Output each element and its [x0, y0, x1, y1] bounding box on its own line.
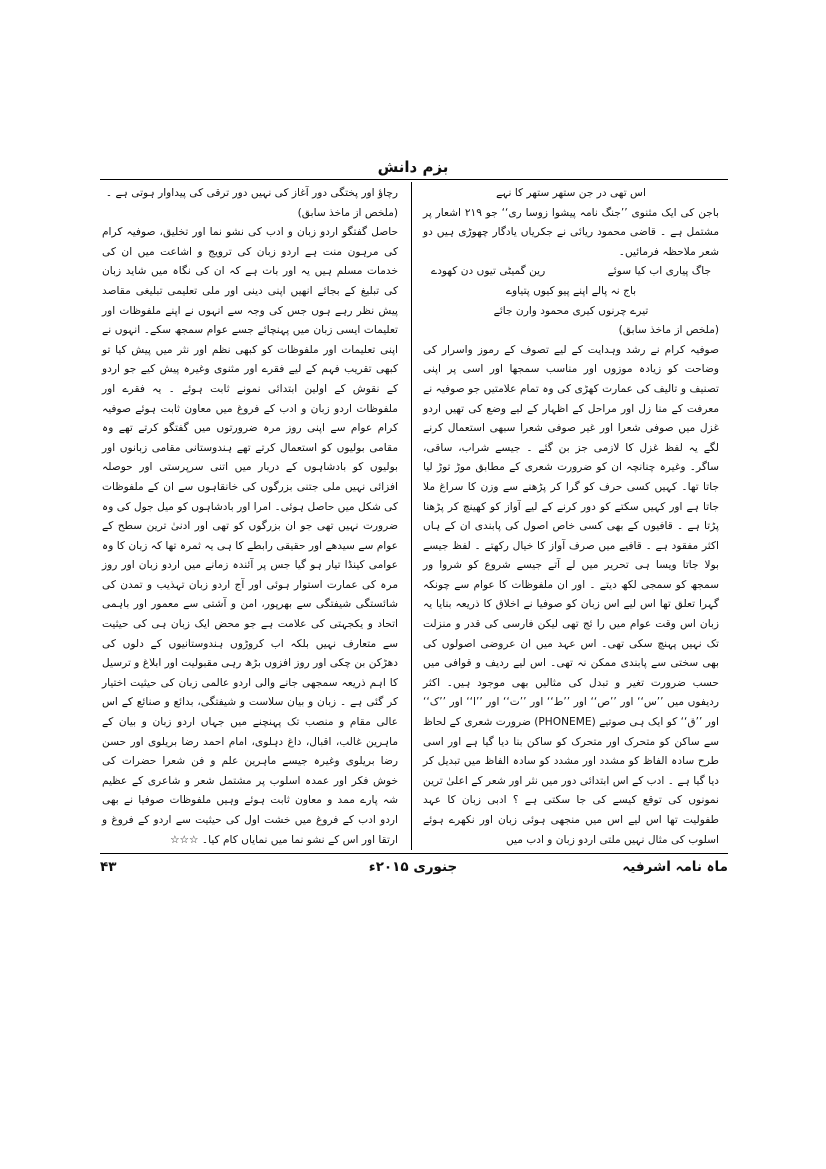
issue-date: جنوری ۲۰۱۵ء: [368, 859, 458, 875]
verse-line: تیرے چرنوں کیری محمود وارن جائے: [493, 304, 649, 317]
paragraph: باجن کی ایک مثنوی ’’جنگ نامہ پیشوا زوسا ری‘‘ جو ۲۱۹ اشعار پر مشتمل ہے ۔ قاضی محمود ریائی نے جکریاں یادگار چھوڑی ہیں دو شعر ملاحظہ فرمائیں۔: [423, 206, 719, 258]
page-number: ۴۳: [100, 859, 117, 875]
footer-rule: [100, 853, 728, 854]
section-title: بزم دانش: [377, 158, 449, 176]
magazine-name: ماہ نامہ اشرفیہ: [622, 859, 728, 875]
couplet-second-half: رین گمیٹی تیوں دن کھودے: [431, 265, 546, 278]
right-column: [423, 184, 719, 850]
paragraph: صوفیہ کرام نے رشد وہدایت کے لیے تصوف کے رموز واسرار کی وضاحت کو زیادہ موزوں اور مناسب سمجھا اور اسی پر اپنی تصنیف و تالیف کی عمارت کھڑی کی وہ تمام علامتیں جو صوفیہ نے معرفت کے منا زل اور مراحل کے اظہار کے لیے وضع کی تھیں اردو غزل میں صوفی شعرا اور غیر صوفی شعرا سبھی استعمال کرنے لگے یہ لفظ غزل کا لازمی جز بن گئے ۔ جیسے شراب، ساقی، ساگر۔ وغیرہ چنانچہ ان کو ضرورت شعری کے مطابق موڑ توڑ لیا جاتا تھا۔ کہیں کسی حرف کو گرا کر پڑھنے سے وزن کا سراغ ملا جاتا ہے اور کہیں سکتے کو دور کرنے کے لیے آواز کو کھینچ کر پڑھنا پڑتا ہے ۔ قافیوں کے بھی کسی خاص اصول کی پابندی ان کے ہاں اکثر مفقود ہے ۔ قافیے میں صرف آواز کا خیال رکھتے ۔ لفظ جیسے بولا جاتا ویسا ہی تحریر میں لے آتے جیسے شروع کو شروا ور سمجھ کو سمجی لکھ دیتے ۔ اور ان ملفوظات کا عوام سے چونکہ گہرا تعلق تھا اس لیے اس زبان کو صوفیا نے اخلاق کا ذریعہ بنایا یہ زبان اس وقت عوام میں را ئج تھی لیکن فارسی کی قدر و منزلت تک نہیں پہنچ سکی تھی۔ اس عہد میں ان عروضی اصولوں کی بھی سختی سے پابندی ممکن نہ تھی۔ اس لیے ردیف و قوافی میں حسب ضرورت تغیر و تبدل کی مثالیں بھی موجود ہیں۔ اکثر ردیفوں میں ’’س‘‘ اور ’’ص‘‘ اور ’’ط‘‘ اور ’’ت‘‘ اور ’’ا‘‘ اور ’’ک‘‘ اور ’’ق‘‘ کو ایک ہی صوتیے (PHONEME) ضرورت شعری کے لحاظ سے ساکن کو متحرک اور متحرک کو ساکن بنا دیا گیا ہے اور اسی طرح سادہ الفاظ کو مشدد اور مشدد کو سادہ الفاظ میں تبدیل کر دیا گیا ہے ۔ ادب کے اس ابتدائی دور میں نثر اور شعر کے اعلیٰ ترین نمونوں کی توقع کیسے کی جا سکتی ہے ؟ ادبی زبان کا عہد طفولیت تھا اس لیے اس میں منجھی ہوئی زبان اور نکھرے ہوئے اسلوب کی مثال نہیں ملتی اردو زبان و ادب میں: [423, 343, 719, 846]
verse-line: اس تھی در جن ستھر ستھر کا نہے: [496, 187, 646, 199]
paragraph: رچاؤ اور پختگی دور آغاز کی نہیں دور ترقی کی پیداوار ہوتی ہے ۔: [105, 187, 398, 199]
left-column: [102, 184, 398, 850]
source-citation: (ملخص از ماخذ سابق): [618, 324, 719, 337]
paragraph: حاصل گفتگو اردو زبان و ادب کی نشو نما اور تخلیق، صوفیہ کرام کی مرہون منت ہے اردو زبان کی ترویج و اشاعت میں ان کی خدمات مسلم ہیں یہ اور بات ہے کہ ان کی نگاہ میں شاید زبان کی تبلیغ کے بجائے انھیں اپنی دینی اور ملی تعلیمی تبلیغی مقاصد پیش نظر رہے ہوں جس کی وجہ سے انہوں نے اپنے ملفوظات اور تعلیمات ایسی زبان میں پہنچائے جسے عوام سمجھ سکے۔ انہوں نے اپنی تعلیمات اور ملفوظات کو کبھی نظم اور نثر میں پیش کیا تو کبھی تقریب فہم کے لیے فقرے اور مثنوی وغیرہ پیش کیے جو اردو کے نقوش کے اولین ابتدائی نمونے ثابت ہوئے ۔ یہ فقرے اور ملفوظات اردو زبان و ادب کے فروغ میں معاون ثابت ہوئے صوفیہ کرام عوام سے اپنی روز مرہ ضرورتوں میں گفتگو کرتے تھے وہ مقامی بولیوں کو استعمال کرتے تھے ہندوستانی مقامی زبانوں اور بولیوں کو بادشاہوں کے دربار میں اتنی سرپرستی اور حوصلہ افزائی نہیں ملی جتنی بزرگوں کی خانقاہوں سے ان کے ملفوظات کی شکل میں حاصل ہوئی۔ امرا اور بادشاہوں کو میل جول کی وہ ضرورت نہیں تھی جو ان بزرگوں کو تھی اور ادنیٰ ترین سطح کے عوام سے سیدھے اور حقیقی رابطے کا ہی یہ ثمرہ تھا کہ زبان کا وہ عوامی کینڈا تیار ہو گیا جس پر آئندہ زمانے میں اردو زبان اور روز مرہ کی عمارت استوار ہوئی اور آج اردو زبان تہذیب و تمدن کی شائستگی شیفتگی سے بھرپور، امن و آشتی سے معمور اور باہمی اتحاد و یکجہتی کی علامت ہے جو محض ایک زبان ہی کی حیثیت سے متعارف نہیں بلکہ اب کروڑوں ہندوستانیوں کے دلوں کی دھڑکن بن چکی اور روز افزوں بڑھ رہی مقبولیت اور ابلاغ و ترسیل کا اہم ذریعہ سمجھی جانے والی اردو عالمی زبان کی حیثیت اختیار کر گئی ہے ۔ زبان و بیان سلاست و شیفتگی، بدائع و صنائع کے اس عالی مقام و منصب تک پہنچنے میں جہاں اردو زبان و بیان کے ماہرین غالب، اقبال، داغ دہلوی، امام احمد رضا بریلوی اور حسن رضا بریلوی وغیرہ جیسے ماہرین علم و فن شعرا حضرات کی خوش فکر اور عمدہ اسلوب پر مشتمل شعر و شاعری کے عظیم شہ پارے ممد و معاون ثابت ہوئے وہیں ملفوظات صوفیا نے بھی اردو ادب کے فروغ میں خشت اول کی حیثیت سے اردو کے فروغ و ارتقا اور اس کے نشو نما میں نمایاں کام کیا۔ ☆☆☆: [102, 226, 398, 846]
couplet: [423, 262, 719, 282]
verse-line: باج نہ پالے اپنے پیو کیوں پتیاوے: [505, 284, 637, 297]
couplet-first-half: جاگ پیاری اب کیا سوئے: [607, 265, 711, 278]
header-rule: [100, 179, 728, 180]
column-divider: [411, 182, 412, 850]
source-citation: (ملخص از ماخذ سابق): [297, 206, 398, 219]
